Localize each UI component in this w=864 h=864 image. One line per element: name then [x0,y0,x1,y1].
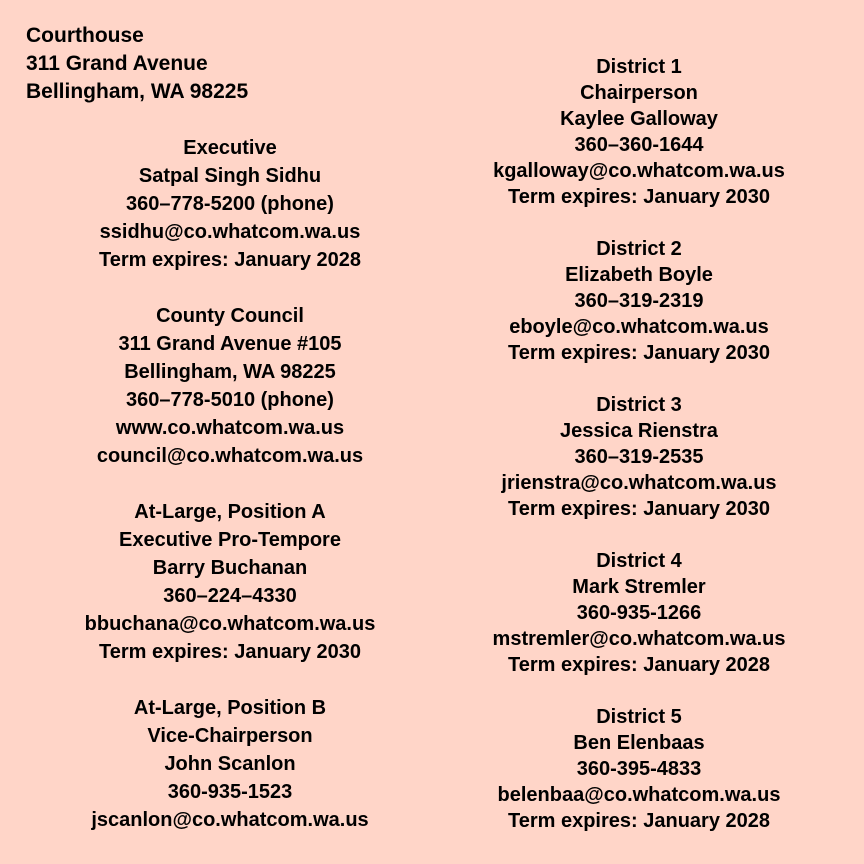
person-name: Mark Stremler [572,576,706,598]
email: jscanlon@co.whatcom.wa.us [91,809,369,831]
courthouse-street: 311 Grand Avenue [26,52,208,75]
person-name: Satpal Singh Sidhu [138,165,322,187]
block-heading: County Council [156,305,304,327]
term: Term expires: January 2030 [98,641,361,663]
email: mstremler@co.whatcom.wa.us [492,628,786,650]
email: bbuchana@co.whatcom.wa.us [84,613,376,635]
email: kgalloway@co.whatcom.wa.us [493,160,785,182]
email: eboyle@co.whatcom.wa.us [509,316,769,338]
block-heading: District 4 [596,550,682,572]
role: Chairperson [580,82,698,104]
person-name: Jessica Rienstra [560,420,718,442]
email: jrienstra@co.whatcom.wa.us [501,472,777,494]
courthouse-address [26,22,248,106]
block-heading: District 1 [596,56,682,78]
email: council@co.whatcom.wa.us [96,445,364,467]
term: Term expires: January 2030 [507,498,770,520]
block-heading: District 2 [596,238,682,260]
at-large-a-block [60,498,400,666]
district-5-block [459,704,819,834]
district-2-block [459,236,819,366]
term: Term expires: January 2030 [507,342,770,364]
district-4-block [459,548,819,678]
email: ssidhu@co.whatcom.wa.us [99,221,361,243]
term: Term expires: January 2028 [507,654,770,676]
block-heading: Executive [183,137,277,159]
term: Term expires: January 2030 [507,186,770,208]
term: Term expires: January 2028 [507,810,770,832]
street: 311 Grand Avenue #105 [118,333,342,355]
block-heading: At-Large, Position A [134,501,326,523]
district-1-block [459,54,819,210]
phone: 360–224–4330 [163,585,297,607]
district-3-block [459,392,819,522]
term: Term expires: January 2028 [98,249,361,271]
at-large-b-block [60,694,400,834]
phone: 360–360-1644 [574,134,704,156]
phone: 360–778-5200 (phone) [126,193,334,215]
phone: 360-395-4833 [576,758,702,780]
person-name: Elizabeth Boyle [565,264,713,286]
right-column [459,54,819,860]
role: Vice-Chairperson [147,725,313,747]
person-name: John Scanlon [164,753,296,775]
website: www.co.whatcom.wa.us [115,417,345,439]
city: Bellingham, WA 98225 [124,361,336,383]
phone: 360–319-2319 [574,290,704,312]
role: Executive Pro-Tempore [119,529,341,551]
executive-block [60,134,400,274]
person-name: Kaylee Galloway [560,108,718,130]
block-heading: District 3 [596,394,682,416]
person-name: Ben Elenbaas [573,732,705,754]
person-name: Barry Buchanan [152,557,308,579]
courthouse-title: Courthouse [26,24,144,47]
left-column [60,134,400,862]
phone: 360–319-2535 [574,446,704,468]
block-heading: At-Large, Position B [133,697,327,719]
block-heading: District 5 [596,706,682,728]
phone: 360-935-1523 [167,781,293,803]
phone: 360-935-1266 [576,602,702,624]
county-council-block [60,302,400,470]
email: belenbaa@co.whatcom.wa.us [497,784,781,806]
courthouse-city: Bellingham, WA 98225 [26,80,249,103]
phone: 360–778-5010 (phone) [126,389,334,411]
